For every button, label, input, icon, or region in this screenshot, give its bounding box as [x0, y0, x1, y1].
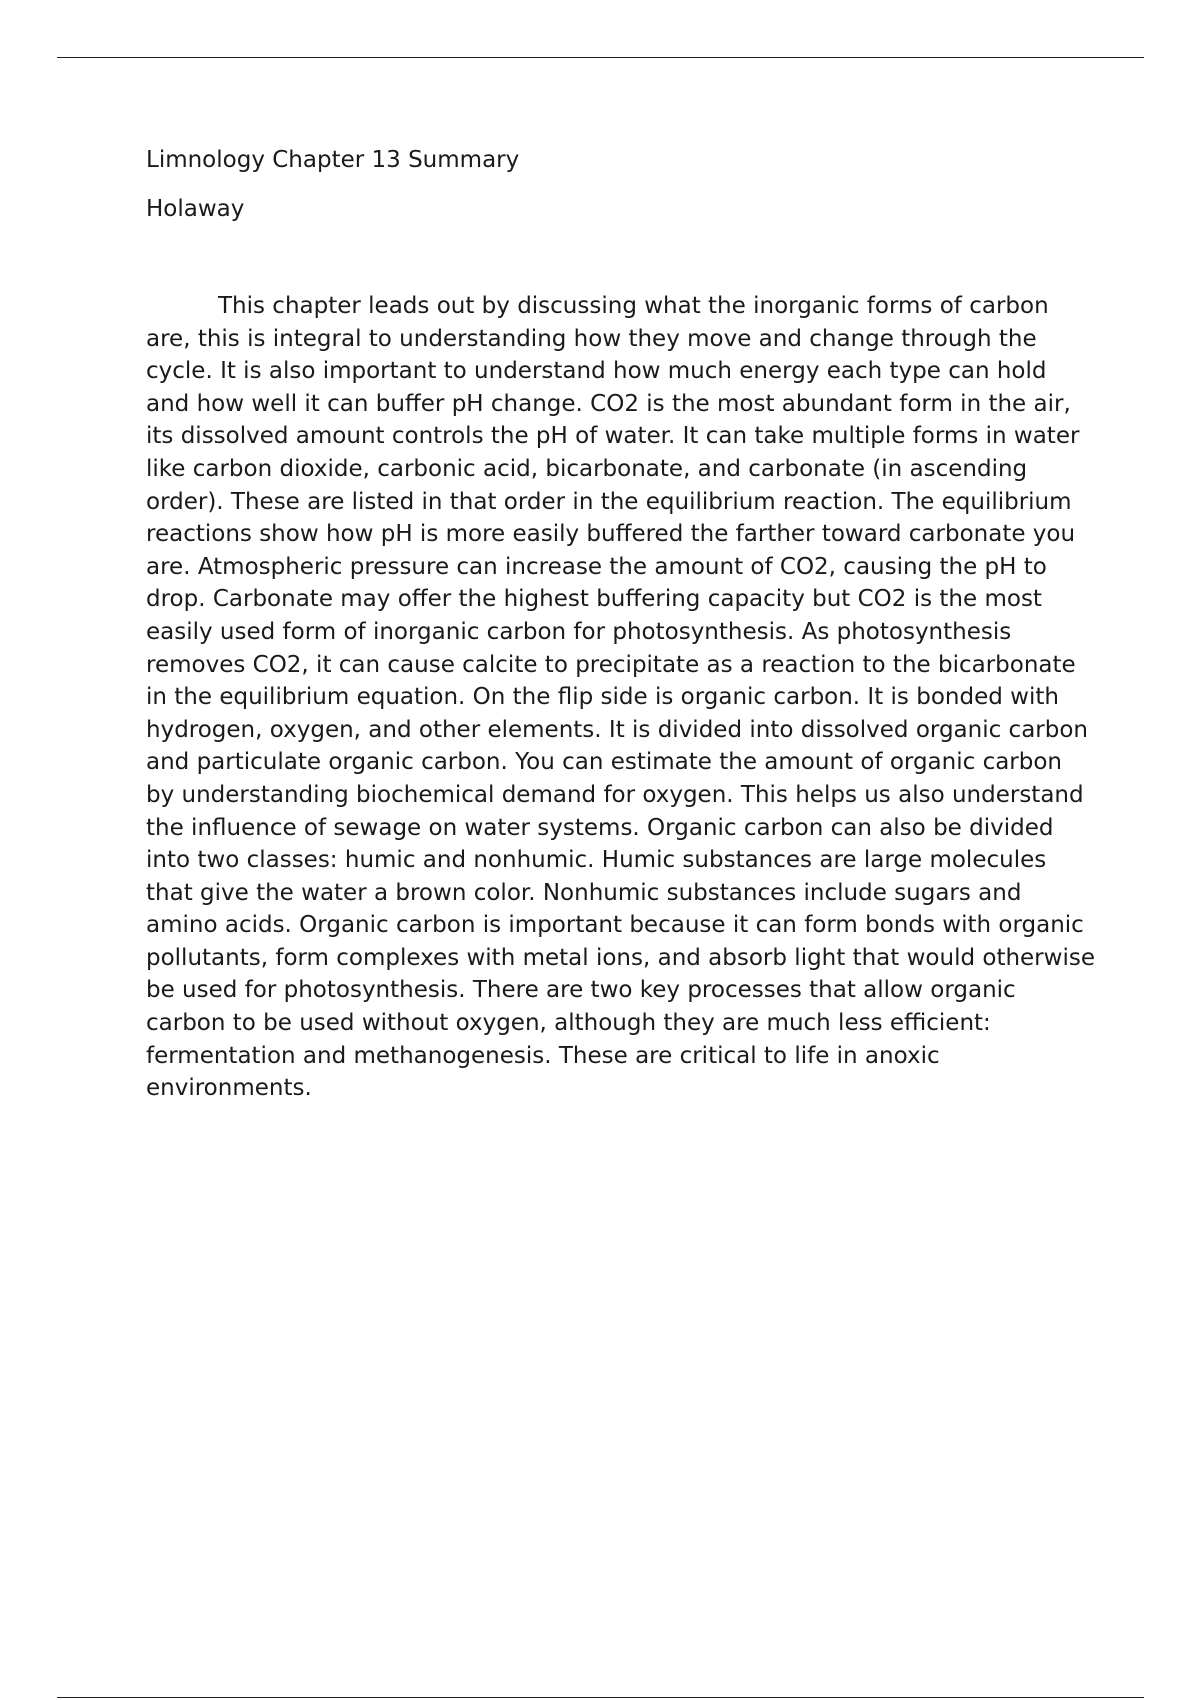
header-rule — [57, 57, 1144, 58]
document-author: Holaway — [146, 196, 245, 222]
document-title: Limnology Chapter 13 Summary — [146, 147, 520, 173]
summary-paragraph: This chapter leads out by discussing what the inorganic forms of carbon are, this is integral to understanding how they move and change through the cycle. It is also important to understand how much energy each type can hold and how well it can buffer pH change. CO2 is the most abundant form in the air, its dissolved amount controls the pH of water. It can take multiple forms in water like carbon dioxide, carbonic acid, bicarbonate, and carbonate (in ascending order). These are listed in that order in the equilibrium reaction. The equilibrium reactions show how pH is more easily buffered the farther toward carbonate you are. Atmospheric pressure can increase the amount of CO2, causing the pH to drop. Carbonate may offer the highest buffering capacity but CO2 is the most easily used form of inorganic carbon for photosynthesis. As photosynthesis removes CO2, it can cause calcite to precipitate as a reaction to the bicarbonate in the equilibrium equation. On the flip side is organic carbon. It is bonded with hydrogen, oxygen, and other elements. It is divided into dissolved organic carbon and particulate organic carbon. You can estimate the amount of organic carbon by understanding biochemical demand for oxygen. This helps us also understand the influence of sewage on water systems. Organic carbon can also be divided into two classes: humic and nonhumic. Humic substances are large molecules that give the water a brown color. Nonhumic substances include sugars and amino acids. Organic carbon is important because it can form bonds with organic pollutants, form complexes with metal ions, and absorb light that would otherwise be used for photosynthesis. There are two key processes that allow organic carbon to be used without oxygen, although they are much less efficient: fermentation and methanogenesis. These are critical to life in anoxic environments. — [146, 293, 1095, 1102]
footer-rule — [57, 1697, 1144, 1698]
